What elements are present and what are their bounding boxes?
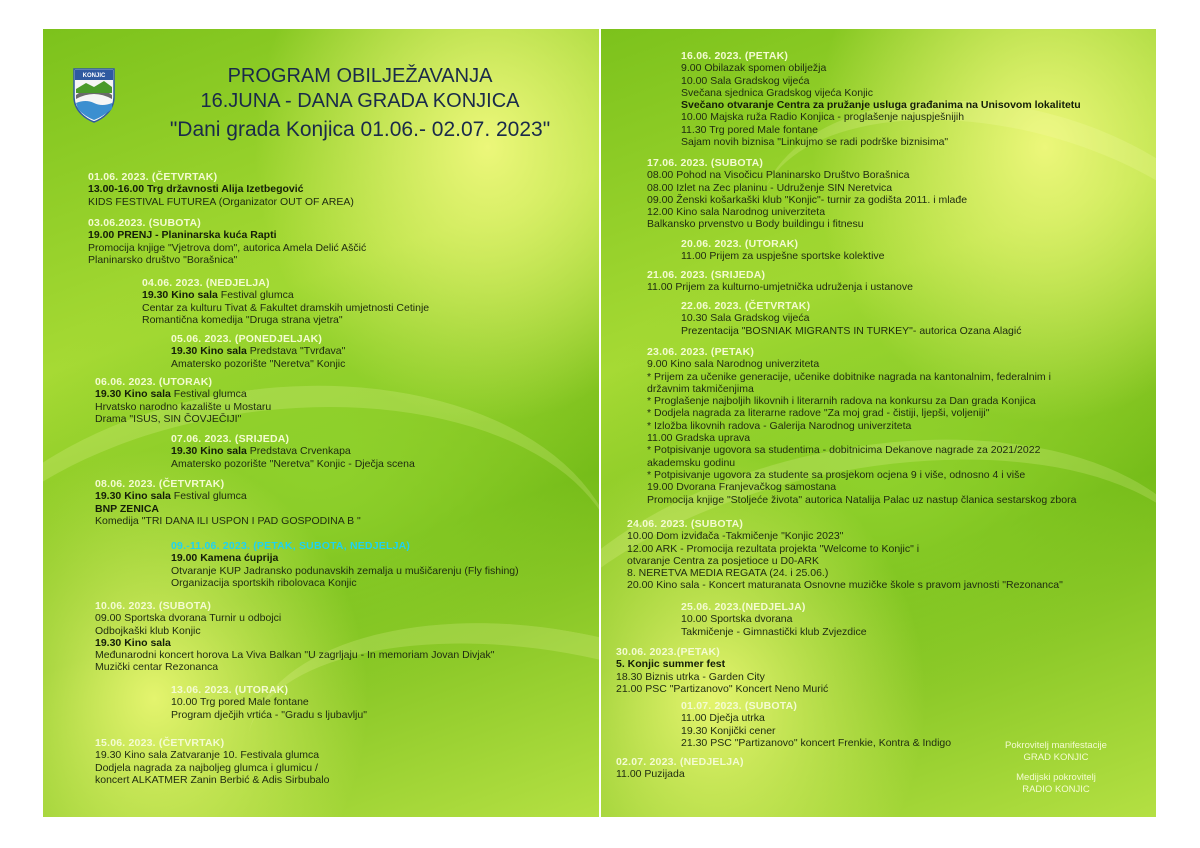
event-block [95,478,361,527]
event-block [616,646,828,695]
event-line [171,565,519,577]
event-line-text: 08.00 Izlet na Zec planinu - Udruženje SIN Neretvica [647,181,893,194]
event-block [171,333,345,370]
event-block [681,238,885,263]
event-line-text: 8. NERETVA MEDIA REGATA (24. i 25.06.) [627,567,829,580]
event-block [171,684,367,721]
event-line-text: 5. Konjic summer fest [616,658,726,671]
event-line-text: 11.00 Puzijada [616,768,685,781]
event-line [647,469,1076,481]
event-date: 23.06. 2023. (PETAK) [647,346,755,358]
media-sponsor-name: RADIO KONJIC [1022,783,1090,795]
event-date: 22.06. 2023. (ČETVRTAK) [681,300,811,312]
event-block [681,300,1021,337]
event-date: 25.06. 2023.(NEDJELJA) [681,601,806,613]
event-line [647,432,1076,444]
event-line [142,314,429,326]
event-line [681,124,1081,136]
event-line-text: 09.00 Sportska dvorana Turnir u odbojci [95,612,282,625]
event-line [95,490,361,502]
event-line [88,254,366,266]
event-line [95,515,361,527]
event-date: 13.06. 2023. (UTORAK) [171,684,289,696]
event-line-text: Otvaranje KUP Jadransko podunavskih zemalja u mušičarenju (Fly fishing) [171,564,519,577]
event-line-text: * Izložba likovnih radova - Galerija Narodnog univerziteta [647,419,912,432]
event-date: 10.06. 2023. (SUBOTA) [95,600,212,612]
event-line-text: Sajam novih biznisa "Linkujmo se radi podrške biznisima" [681,136,949,149]
event-date: 21.06. 2023. (SRIJEDA) [647,269,766,281]
event-date: 17.06. 2023. (SUBOTA) [647,157,764,169]
event-line [95,637,494,649]
event-line [647,481,1076,493]
event-date: 09.-11.06. 2023. (PETAK, SUBOTA, NEDJELJA) [171,540,411,552]
event-line [627,579,1063,591]
event-line-text: Amatersko pozorište "Neretva" Konjic - Dječja scena [171,457,415,470]
event-block [647,269,913,294]
event-block [681,700,951,749]
event-line-text: Dodjela nagrada za najboljeg glumca i glumicu / [95,761,318,774]
event-date: 06.06. 2023. (UTORAK) [95,376,213,388]
event-block [616,756,744,781]
event-date: 15.06. 2023. (ČETVRTAK) [95,737,225,749]
event-line [681,62,1081,74]
sponsor-block [981,740,1131,763]
event-line [647,407,1076,419]
event-block [95,600,494,674]
event-line-text: 19.30 Kino sala [142,289,218,302]
event-line [647,169,967,181]
event-line [95,774,329,786]
event-line-text: 12.00 ARK - Promocija rezultata projekta "Welcome to Konjic" i [627,542,920,555]
event-line-text: Romantična komedija "Druga strana vjetra" [142,313,343,326]
event-line [647,281,913,293]
event-line-text: 12.00 Kino sala Narodnog univerziteta [647,206,826,219]
title-line-2: 16.JUNA - DANA GRADA KONJICA [200,90,520,112]
event-line [95,503,361,515]
event-line-text: Odbojkaški klub Konjic [95,624,201,637]
event-line-text: BNP ZENICA [95,502,159,515]
event-line [647,494,1076,506]
event-line [681,87,1081,99]
event-line [616,671,828,683]
event-line [647,182,967,194]
event-date: 05.06. 2023. (PONEDJELJAK) [171,333,323,345]
media-sponsor-block [981,772,1131,795]
event-line [95,612,494,624]
event-line [681,737,951,749]
event-line-rest: Predstava "Tvrđava" [246,345,346,358]
event-line [647,444,1076,456]
event-line-text: koncert ALKATMER Zanin Berbić & Adis Sirbubalo [95,773,330,786]
event-block [88,217,366,266]
event-date: 30.06. 2023.(PETAK) [616,646,720,658]
event-date: 24.06. 2023. (SUBOTA) [627,518,744,530]
left-panel [43,29,599,817]
event-line-text: 10.00 Sportska dvorana [681,613,793,626]
event-date: 08.06. 2023. (ČETVRTAK) [95,478,225,490]
event-line [616,683,828,695]
event-line-text: 19.30 Kino sala [171,345,247,358]
event-block [171,540,519,589]
title-line-3: "Dani grada Konjica 01.06.- 02.07. 2023" [169,118,551,141]
event-line-text: državnim takmičenjima [647,382,754,395]
sponsor-name: GRAD KONJIC [1023,751,1089,763]
event-line [647,371,1076,383]
event-line [647,457,1076,469]
event-line [171,445,415,457]
event-line-text: otvaranje Centra za posjetioce u D0-ARK [627,554,820,567]
event-line [647,420,1076,432]
event-line [95,413,271,425]
event-line [627,543,1063,555]
event-line [647,194,967,206]
event-line-text: 19.00 PRENJ - Planinarska kuća Rapti [88,229,277,242]
event-block [142,277,429,326]
event-date: 01.07. 2023. (SUBOTA) [681,700,798,712]
event-line [171,358,345,370]
event-line [142,289,429,301]
title-line-1: PROGRAM OBILJEŽAVANJA [227,65,493,87]
event-line-text: * Dodjela nagrada za literarne radove "Za moj grad - čistiji, ljepši, voljeniji" [647,407,990,420]
event-line-text: Takmičenje - Gimnastički klub Zvjezdice [681,625,867,638]
event-line-text: 19.30 Kino sala [95,388,171,401]
event-line-text: 09.00 Ženski košarkaški klub "Konjic"- turnir za godišta 2011. i mlađe [647,193,968,206]
event-line-text: 19.30 Konjički cener [681,724,776,737]
event-line [681,111,1081,123]
event-line-text: KIDS FESTIVAL FUTUREA (Organizator OUT OF AREA) [88,195,354,208]
event-line-text: 11.00 Dječja utrka [681,712,765,725]
event-line-text: Drama "ISUS, SIN ČOVJEČIJI" [95,412,242,425]
event-line-text: Prezentacija "BOSNIAK MIGRANTS IN TURKEY"- autorica Ozana Alagić [681,324,1022,337]
event-line-text: 20.00 Kino sala - Koncert maturanata Osnovne muzičke škole s pravom javnosti "Rezonanca" [627,579,1063,592]
event-block [171,433,415,470]
event-line-text: 21.30 PSC "Partizanovo" koncert Frenkie, Kontra & Indigo [681,736,952,749]
event-line-text: * Proglašenje najboljih likovnih i literarnih radova na konkursu za Dan grada Konjica [647,395,1036,408]
event-block [681,601,867,638]
event-block [681,50,1081,148]
event-line-text: 21.00 PSC "Partizanovo" Koncert Neno Murić [616,682,829,695]
event-line-text: Komedija "TRI DANA ILI USPON I PAD GOSPODINA B " [95,514,361,527]
event-line-text: 11.00 Prijem za kulturno-umjetnička udruženja i ustanove [647,281,913,294]
event-line-text: 10.30 Sala Gradskog vijeća [681,312,810,325]
event-line [95,749,329,761]
event-line [171,345,345,357]
event-date: 20.06. 2023. (UTORAK) [681,238,799,250]
event-line [88,196,354,208]
event-line-text: Promocija knjige "Stoljeće života" autorica Natalija Palac uz nastup članica sestarskog zbora [647,493,1077,506]
event-line [95,661,494,673]
event-line-text: Program dječjih vrtića - "Gradu s ljubavlju" [171,708,367,721]
event-block [627,518,1063,592]
event-block [95,376,271,425]
media-sponsor-label: Medijski pokrovitelj [1016,772,1096,783]
event-line-text: 19.30 Kino sala Zatvaranje 10. Festivala glumca [95,749,320,762]
event-line [681,725,951,737]
event-line [95,762,329,774]
event-line [88,183,354,195]
event-line-text: * Prijem za učenike generacije, učenike dobitnike nagrada na kantonalnim, federalnim i [647,370,1051,383]
event-line [681,136,1081,148]
event-line-text: Promocija knjige "Vjetrova dom", autorica Amela Delić Aščić [88,241,367,254]
event-line-text: Muzički centar Rezonanca [95,661,219,674]
event-line [616,768,744,780]
event-line-text: 11.00 Gradska uprava [647,432,751,445]
event-block [647,346,1076,506]
event-line [681,312,1021,324]
event-line-text: 11.00 Prijem za uspješne sportske kolektive [681,250,885,263]
event-line [171,458,415,470]
event-line [616,658,828,670]
event-line [647,358,1076,370]
event-line [95,649,494,661]
event-line [627,555,1063,567]
event-line-rest: Festival glumca [170,388,247,401]
event-line-text: 19.00 Kamena ćuprija [171,552,279,565]
event-line-text: Organizacija sportskih ribolovaca Konjic [171,576,357,589]
event-line-text: 19.30 Kino sala [95,490,171,503]
sponsor-label: Pokrovitelj manifestacije [1005,740,1107,751]
event-date: 03.06.2023. (SUBOTA) [88,217,201,229]
event-line [681,712,951,724]
event-line-rest: Festival glumca [217,289,294,302]
event-date: 16.06. 2023. (PETAK) [681,50,789,62]
event-line [647,383,1076,395]
event-line [88,229,366,241]
event-date: 02.07. 2023. (NEDJELJA) [616,756,744,768]
event-line-text: akademsku godinu [647,456,736,469]
event-line-text: 9.00 Kino sala Narodnog univerziteta [647,358,820,371]
event-line-text: Amatersko pozorište "Neretva" Konjic [171,357,346,370]
event-line-text: 19.30 Kino sala [95,636,171,649]
event-line [171,552,519,564]
event-line-text: 10.00 Majska ruža Radio Konjica - proglašenje najuspješnijih [681,111,965,124]
event-block [88,171,354,208]
event-block [95,737,329,786]
event-line-rest: Predstava Crvenkapa [246,445,351,458]
event-block [647,157,967,231]
event-line-text: 13.00-16.00 Trg državnosti Alija Izetbegović [88,183,304,196]
event-line [647,395,1076,407]
event-line [647,218,967,230]
event-date: 07.06. 2023. (SRIJEDA) [171,433,290,445]
event-line [88,242,366,254]
event-line-text: 10.00 Dom izviđača -Takmičenje "Konjic 2023" [627,530,844,543]
event-line [142,302,429,314]
event-line [681,75,1081,87]
event-line-text: * Potpisivanje ugovora za studente sa prosjekom ocjena 9 i više, odnosno 4 i više [647,468,1026,481]
event-line [95,401,271,413]
event-line-text: 10.00 Trg pored Male fontane [171,696,309,709]
event-line [627,567,1063,579]
event-line-text: 9.00 Obilazak spomen obilježja [681,62,827,75]
logo-text: KONJIC [82,73,106,79]
event-line [681,626,867,638]
event-line-text: * Potpisivanje ugovora sa studentima - dobitnicima Dekanove nagrade za 2021/2022 [647,444,1041,457]
event-line [681,325,1021,337]
event-line [171,577,519,589]
event-line-text: Centar za kulturu Tivat & Fakultet dramskih umjetnosti Cetinje [142,301,430,314]
event-line-text: Balkansko prvenstvo u Body buildingu i fitnesu [647,218,864,231]
event-line-rest: Festival glumca [170,490,247,503]
event-line-text: Hrvatsko narodno kazalište u Mostaru [95,400,272,413]
event-line-text: 10.00 Sala Gradskog vijeća [681,74,810,87]
right-panel [601,29,1156,817]
event-line [171,696,367,708]
event-line-text: Planinarsko društvo "Borašnica" [88,253,238,266]
event-line-text: Međunarodni koncert horova La Viva Balkan "U zagrljaju - In memoriam Jovan Divjak" [95,649,495,662]
event-line-text: Svečano otvaranje Centra za pružanje usluga građanima na Unisovom lokalitetu [681,99,1081,112]
event-line [681,613,867,625]
event-line [681,99,1081,111]
event-line [681,250,885,262]
event-line-text: 19.00 Dvorana Franjevačkog samostana [647,481,837,494]
event-date: 01.06. 2023. (ČETVRTAK) [88,171,218,183]
event-line-text: 11.30 Trg pored Male fontane [681,123,818,136]
event-line [647,206,967,218]
event-date: 04.06. 2023. (NEDJELJA) [142,277,270,289]
event-line-text: Svečana sjednica Gradskog vijeća Konjic [681,86,874,99]
event-line [95,388,271,400]
event-line-text: 19.30 Kino sala [171,445,247,458]
event-line [627,530,1063,542]
event-line-text: 08.00 Pohod na Visočicu Planinarsko Društvo Borašnica [647,169,910,182]
event-line [95,625,494,637]
event-line-text: 18.30 Biznis utrka - Garden City [616,670,765,683]
event-line [171,709,367,721]
city-crest-logo [72,67,116,123]
